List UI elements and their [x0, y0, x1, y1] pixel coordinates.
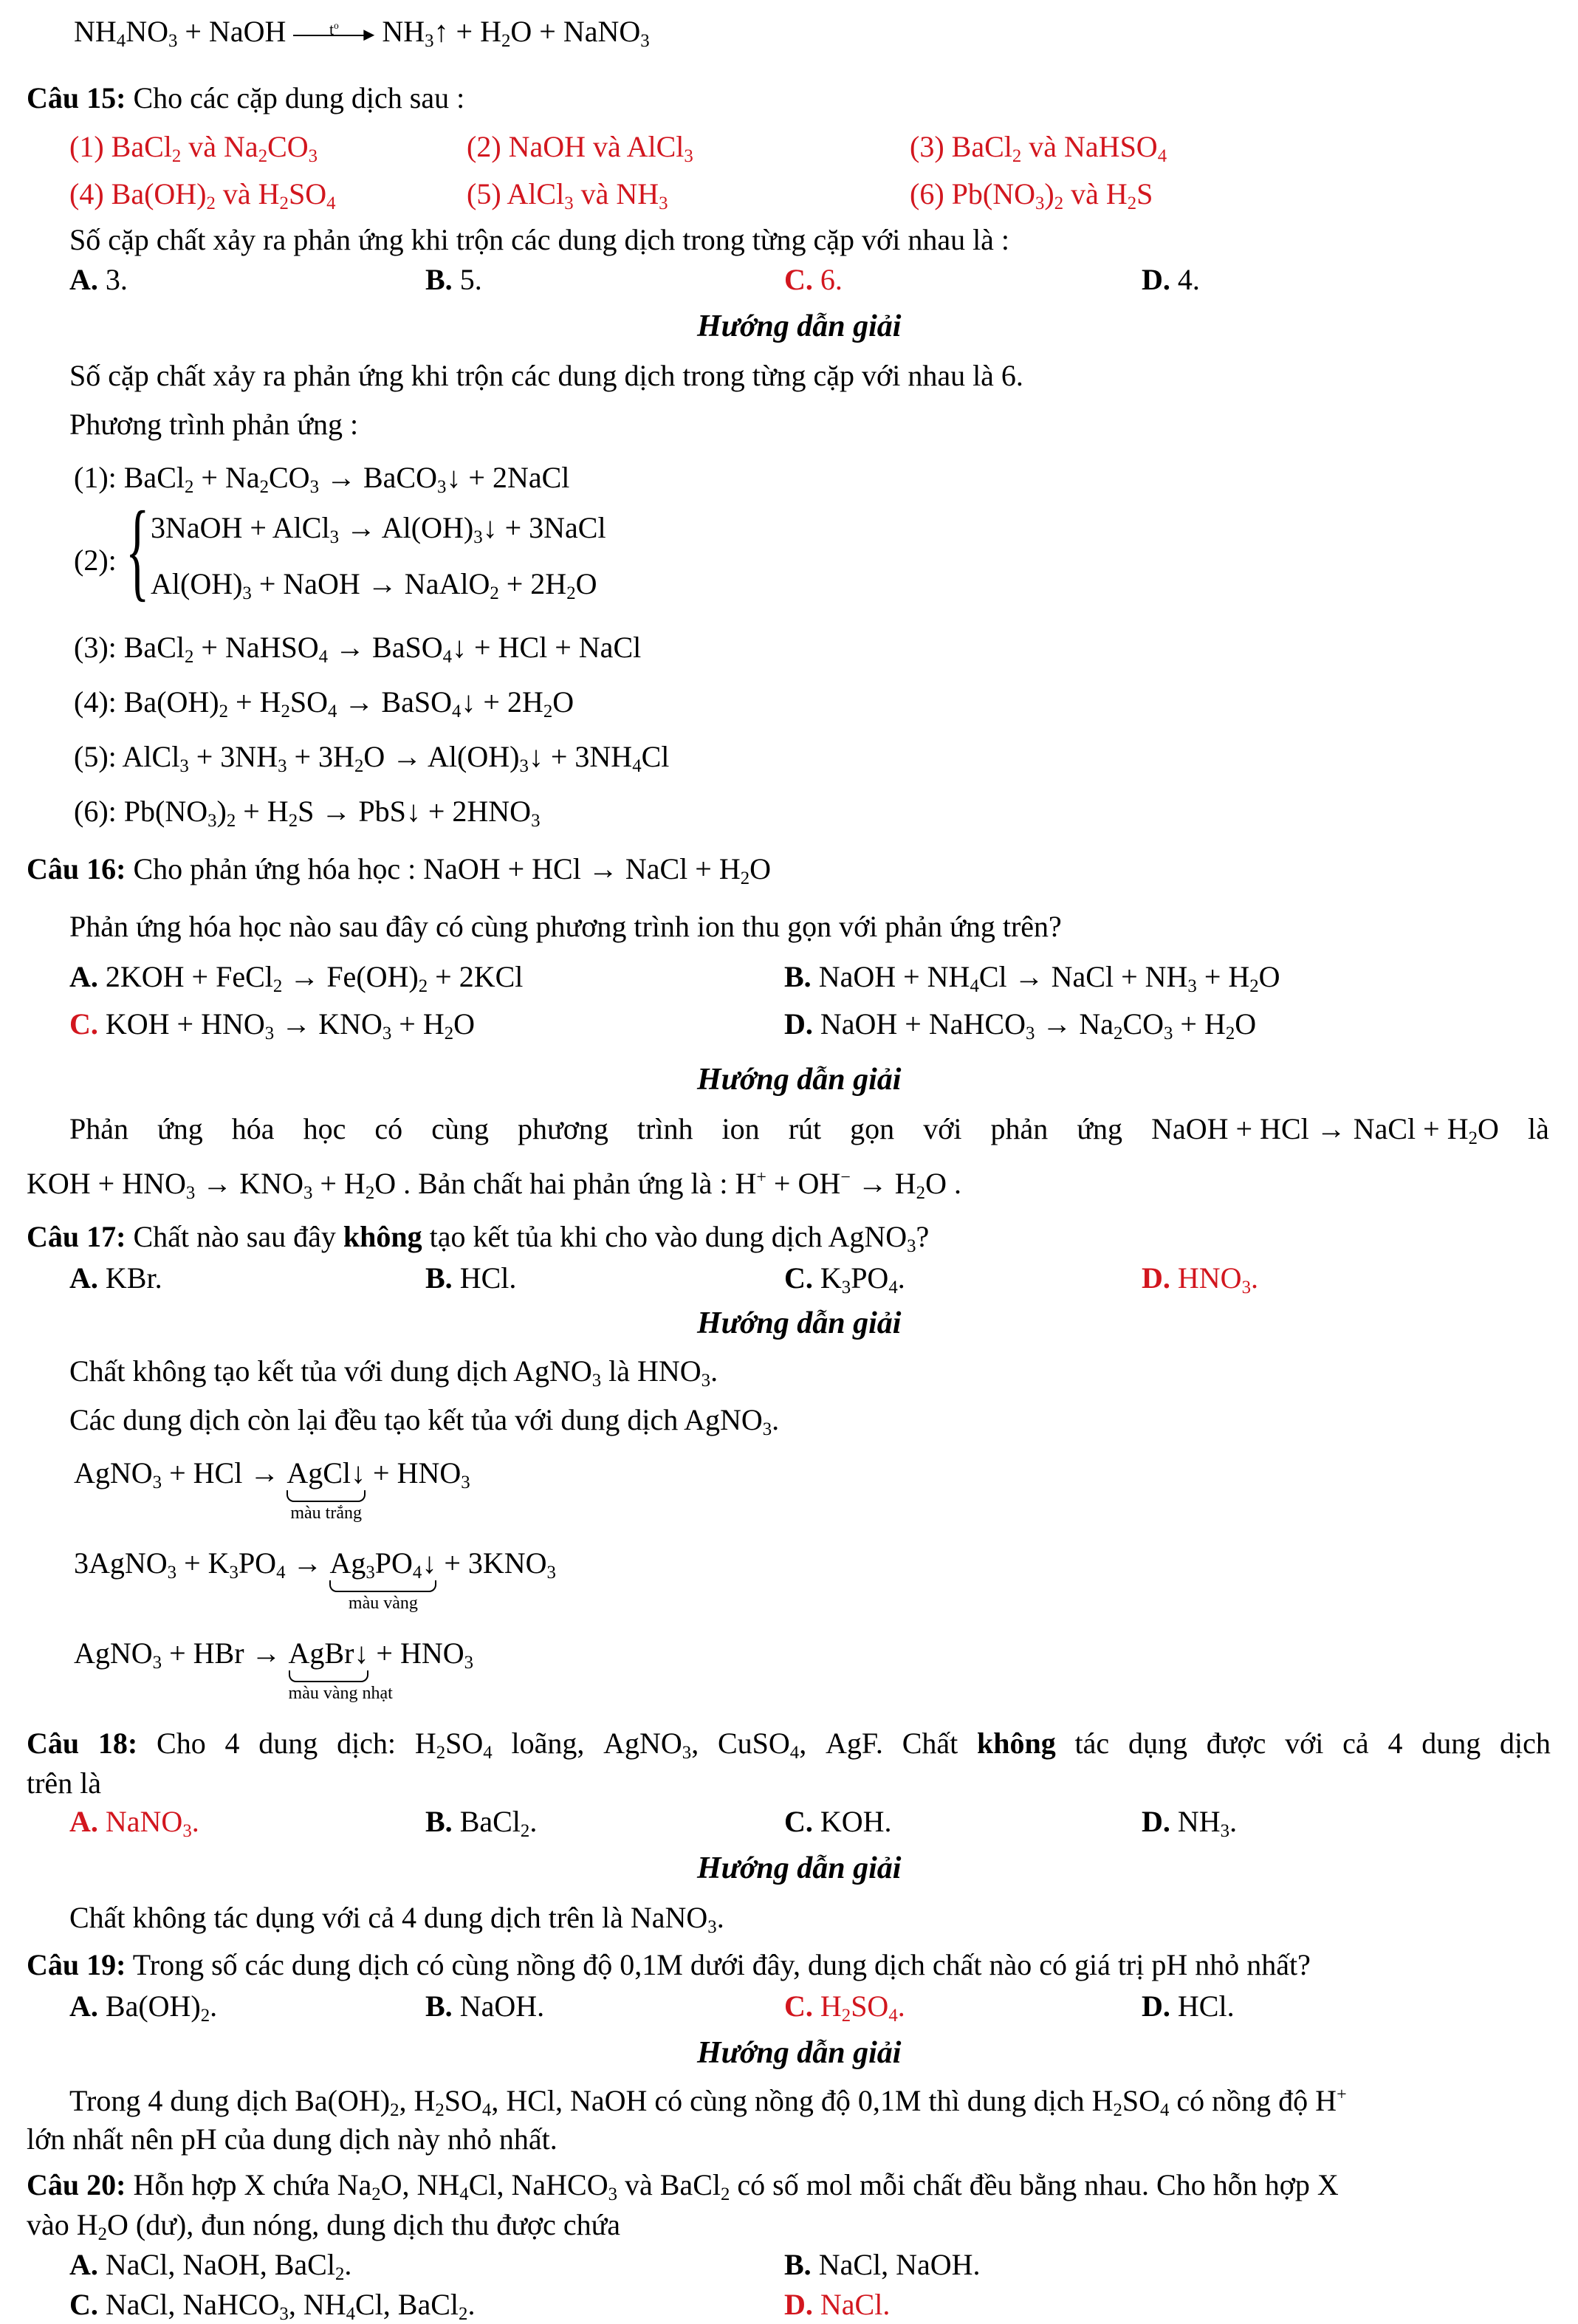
- q18-sol: Chất không tác dụng với cả 4 dung dịch trên là NaNO$_3$.: [69, 1901, 724, 1937]
- q15-ask: Số cặp chất xảy ra phản ứng khi trộn các dung dịch trong từng cặp với nhau là :: [69, 223, 1010, 256]
- q15-stem: Câu 15: Cho các cặp dung dịch sau :: [27, 81, 465, 114]
- q18-stem-2: trên là: [27, 1766, 102, 1800]
- q18-option-a: A. NaNO$_3$.: [69, 1805, 199, 1841]
- q15-eq-3: (3): BaCl$_2$ + NaHSO$_4$ → BaSO$_4$↓ + HCl + NaCl: [74, 631, 642, 667]
- q17-eq-1: AgNO$_3$ + HCl → AgCl↓ màu trắng + $HNO_3$: [74, 1456, 470, 1523]
- q15-sol-2: Phương trình phản ứng :: [69, 408, 359, 441]
- q17-eq-2: 3AgNO$_3$ + $K_3PO_4$ → $Ag_3PO_4↓$ màu vàng + $3KNO_3$: [74, 1546, 556, 1613]
- q19-sol-1: Trong 4 dung dịch $Ba(OH)_2$, $H_2SO_4$, HCl, NaOH có cùng nồng độ 0,1M thì dung dịch $H_2SO_4$ có nồng độ H+: [69, 2084, 1347, 2120]
- q16-guide-title: Hướng dẫn giải: [697, 1063, 902, 1097]
- q15-pair-6: (6) $Pb(NO_3)_2$ và $H_2S$: [910, 177, 1153, 213]
- q19-stem: Câu 19: Trong số các dung dịch có cùng nồng độ 0,1M dưới đây, dung dịch chất nào có giá trị pH nhỏ nhất?: [27, 1948, 1311, 1981]
- q18-option-c: C. KOH.: [784, 1805, 892, 1838]
- q20-option-b: B. NaCl, NaOH.: [784, 2248, 981, 2281]
- q15-eq-5: (5): AlCl$_3$ + $3NH_3 + 3H_2O$ → $Al(OH)_3↓ + 3NH_4Cl$: [74, 740, 670, 776]
- q15-option-b: B. 5.: [425, 263, 482, 296]
- q17-option-d: D. $HNO_3$.: [1142, 1261, 1258, 1298]
- q20-stem-2: vào $H_2O$ (dư), đun nóng, dung dịch thu được chứa: [27, 2208, 621, 2244]
- q16-sol-1: Phản ứng hóa học có cùng phương trình ion rút gọn với phản ứng NaOH + HCl → NaCl + $H_2O$ là: [69, 1112, 1549, 1148]
- q16-option-c: C. KOH + $HNO_3 \to KNO_3 + H_2O$: [69, 1007, 476, 1043]
- q16-option-b: B. NaOH + $NH_4Cl$ → NaCl + $NH_3 + H_2O$: [784, 960, 1280, 996]
- q17-option-c: C. $K_3PO_4$.: [784, 1261, 905, 1298]
- q18-stem: Câu 18: Cho 4 dung dịch: $H_2SO_4$ loãng, AgNO$_3$, CuSO$_4$, AgF. Chất không tác dụng được với cả 4 dung dịch: [27, 1727, 1551, 1763]
- q17-sol-1: Chất không tạo kết tủa với dung dịch AgNO$_3$ là $HNO_3$.: [69, 1354, 718, 1391]
- q16-stem: Câu 16: Cho phản ứng hóa học : NaOH + HCl → NaCl + $H_2O$: [27, 852, 772, 888]
- q15-pair-4: (4) $Ba(OH)_2$ và $H_2SO_4$: [69, 177, 336, 213]
- q15-pair-5: (5) AlCl$_3$ và $NH_3$: [467, 177, 668, 213]
- q17-stem: Câu 17: Chất nào sau đây không tạo kết tủa khi cho vào dung dịch AgNO$_3$?: [27, 1220, 930, 1256]
- q19-option-d: D. HCl.: [1142, 1989, 1235, 2023]
- q20-option-c: C. NaCl, NaHCO$_3$, $NH_4Cl$, BaCl$_2$.: [69, 2288, 476, 2324]
- q15-pair-2: (2) NaOH và AlCl$_3$: [467, 130, 693, 166]
- q20-stem: Câu 20: Hỗn hợp X chứa $Na_2O$, $NH_4Cl$, NaHCO$_3$ và BaCl$_2$ có số mol mỗi chất đều bằng nhau. Cho hỗn hợp X: [27, 2168, 1339, 2204]
- q19-option-b: B. NaOH.: [425, 1989, 545, 2023]
- q16-option-a: A. 2KOH + FeCl$_2$ → $Fe(OH)_2 + 2KCl$: [69, 960, 524, 996]
- q15-sol-1: Số cặp chất xảy ra phản ứng khi trộn các dung dịch trong từng cặp với nhau là 6.: [69, 359, 1023, 392]
- q19-sol-2: lớn nhất nên pH của dung dịch này nhỏ nhất.: [27, 2122, 558, 2156]
- q15-pair-1: (1) BaCl$_2$ và $Na_2CO_3$: [69, 130, 318, 166]
- q17-guide-title: Hướng dẫn giải: [697, 1306, 902, 1340]
- q20-option-a: A. NaCl, NaOH, BaCl$_2$.: [69, 2248, 352, 2284]
- q17-option-b: B. HCl.: [425, 1261, 517, 1295]
- q16-sol-2: KOH + $HNO_3 \to KNO_3 + H_2O$ . Bản chất hai phản ứng là : $H^+ + OH^- \to H_2O$ .: [27, 1167, 961, 1203]
- q15-option-d: D. 4.: [1142, 263, 1200, 296]
- q16-ask: Phản ứng hóa học nào sau đây có cùng phương trình ion thu gọn với phản ứng trên?: [69, 910, 1062, 943]
- q19-guide-title: Hướng dẫn giải: [697, 2036, 902, 2070]
- q15-guide-title: Hướng dẫn giải: [697, 309, 902, 343]
- q19-option-a: A. $Ba(OH)_2$.: [69, 1989, 218, 2026]
- q20-option-d: D. NaCl.: [784, 2288, 891, 2321]
- top-equation: $NH_4NO_3$ + NaOH $t^o$ ▸ $NH_3↑ + H_2O$ + NaNO$_3$: [74, 15, 650, 51]
- q15-option-a: A. 3.: [69, 263, 128, 296]
- q17-option-a: A. KBr.: [69, 1261, 162, 1295]
- q16-option-d: D. NaOH + NaHCO$_3$ → $Na_2CO_3 + H_2O$: [784, 1007, 1257, 1043]
- q18-option-d: D. $NH_3$.: [1142, 1805, 1238, 1841]
- q15-eq-6: (6): $Pb(NO_3)_2 + H_2S$ → PbS↓ + $2HNO_3$: [74, 795, 541, 831]
- brace: {: [126, 489, 150, 611]
- q18-option-b: B. BaCl$_2$.: [425, 1805, 538, 1841]
- q17-eq-3: AgNO$_3$ + HBr → AgBr↓ màu vàng nhạt + $HNO_3$: [74, 1636, 474, 1703]
- q17-sol-2: Các dung dịch còn lại đều tạo kết tủa với dung dịch AgNO$_3$.: [69, 1403, 780, 1439]
- q15-pair-3: (3) BaCl$_2$ và NaHSO$_4$: [910, 130, 1167, 166]
- q19-option-c: C. $H_2SO_4$.: [784, 1989, 905, 2026]
- q15-option-c: C. 6.: [784, 263, 843, 296]
- q15-eq-4: (4): $Ba(OH)_2 + H_2SO_4$ → BaSO$_4$↓ + $2H_2O$: [74, 685, 574, 721]
- q18-guide-title: Hướng dẫn giải: [697, 1851, 902, 1885]
- q15-eq-1: (1): BaCl$_2$ + $Na_2CO_3$ → BaCO$_3$↓ + 2NaCl: [74, 461, 570, 497]
